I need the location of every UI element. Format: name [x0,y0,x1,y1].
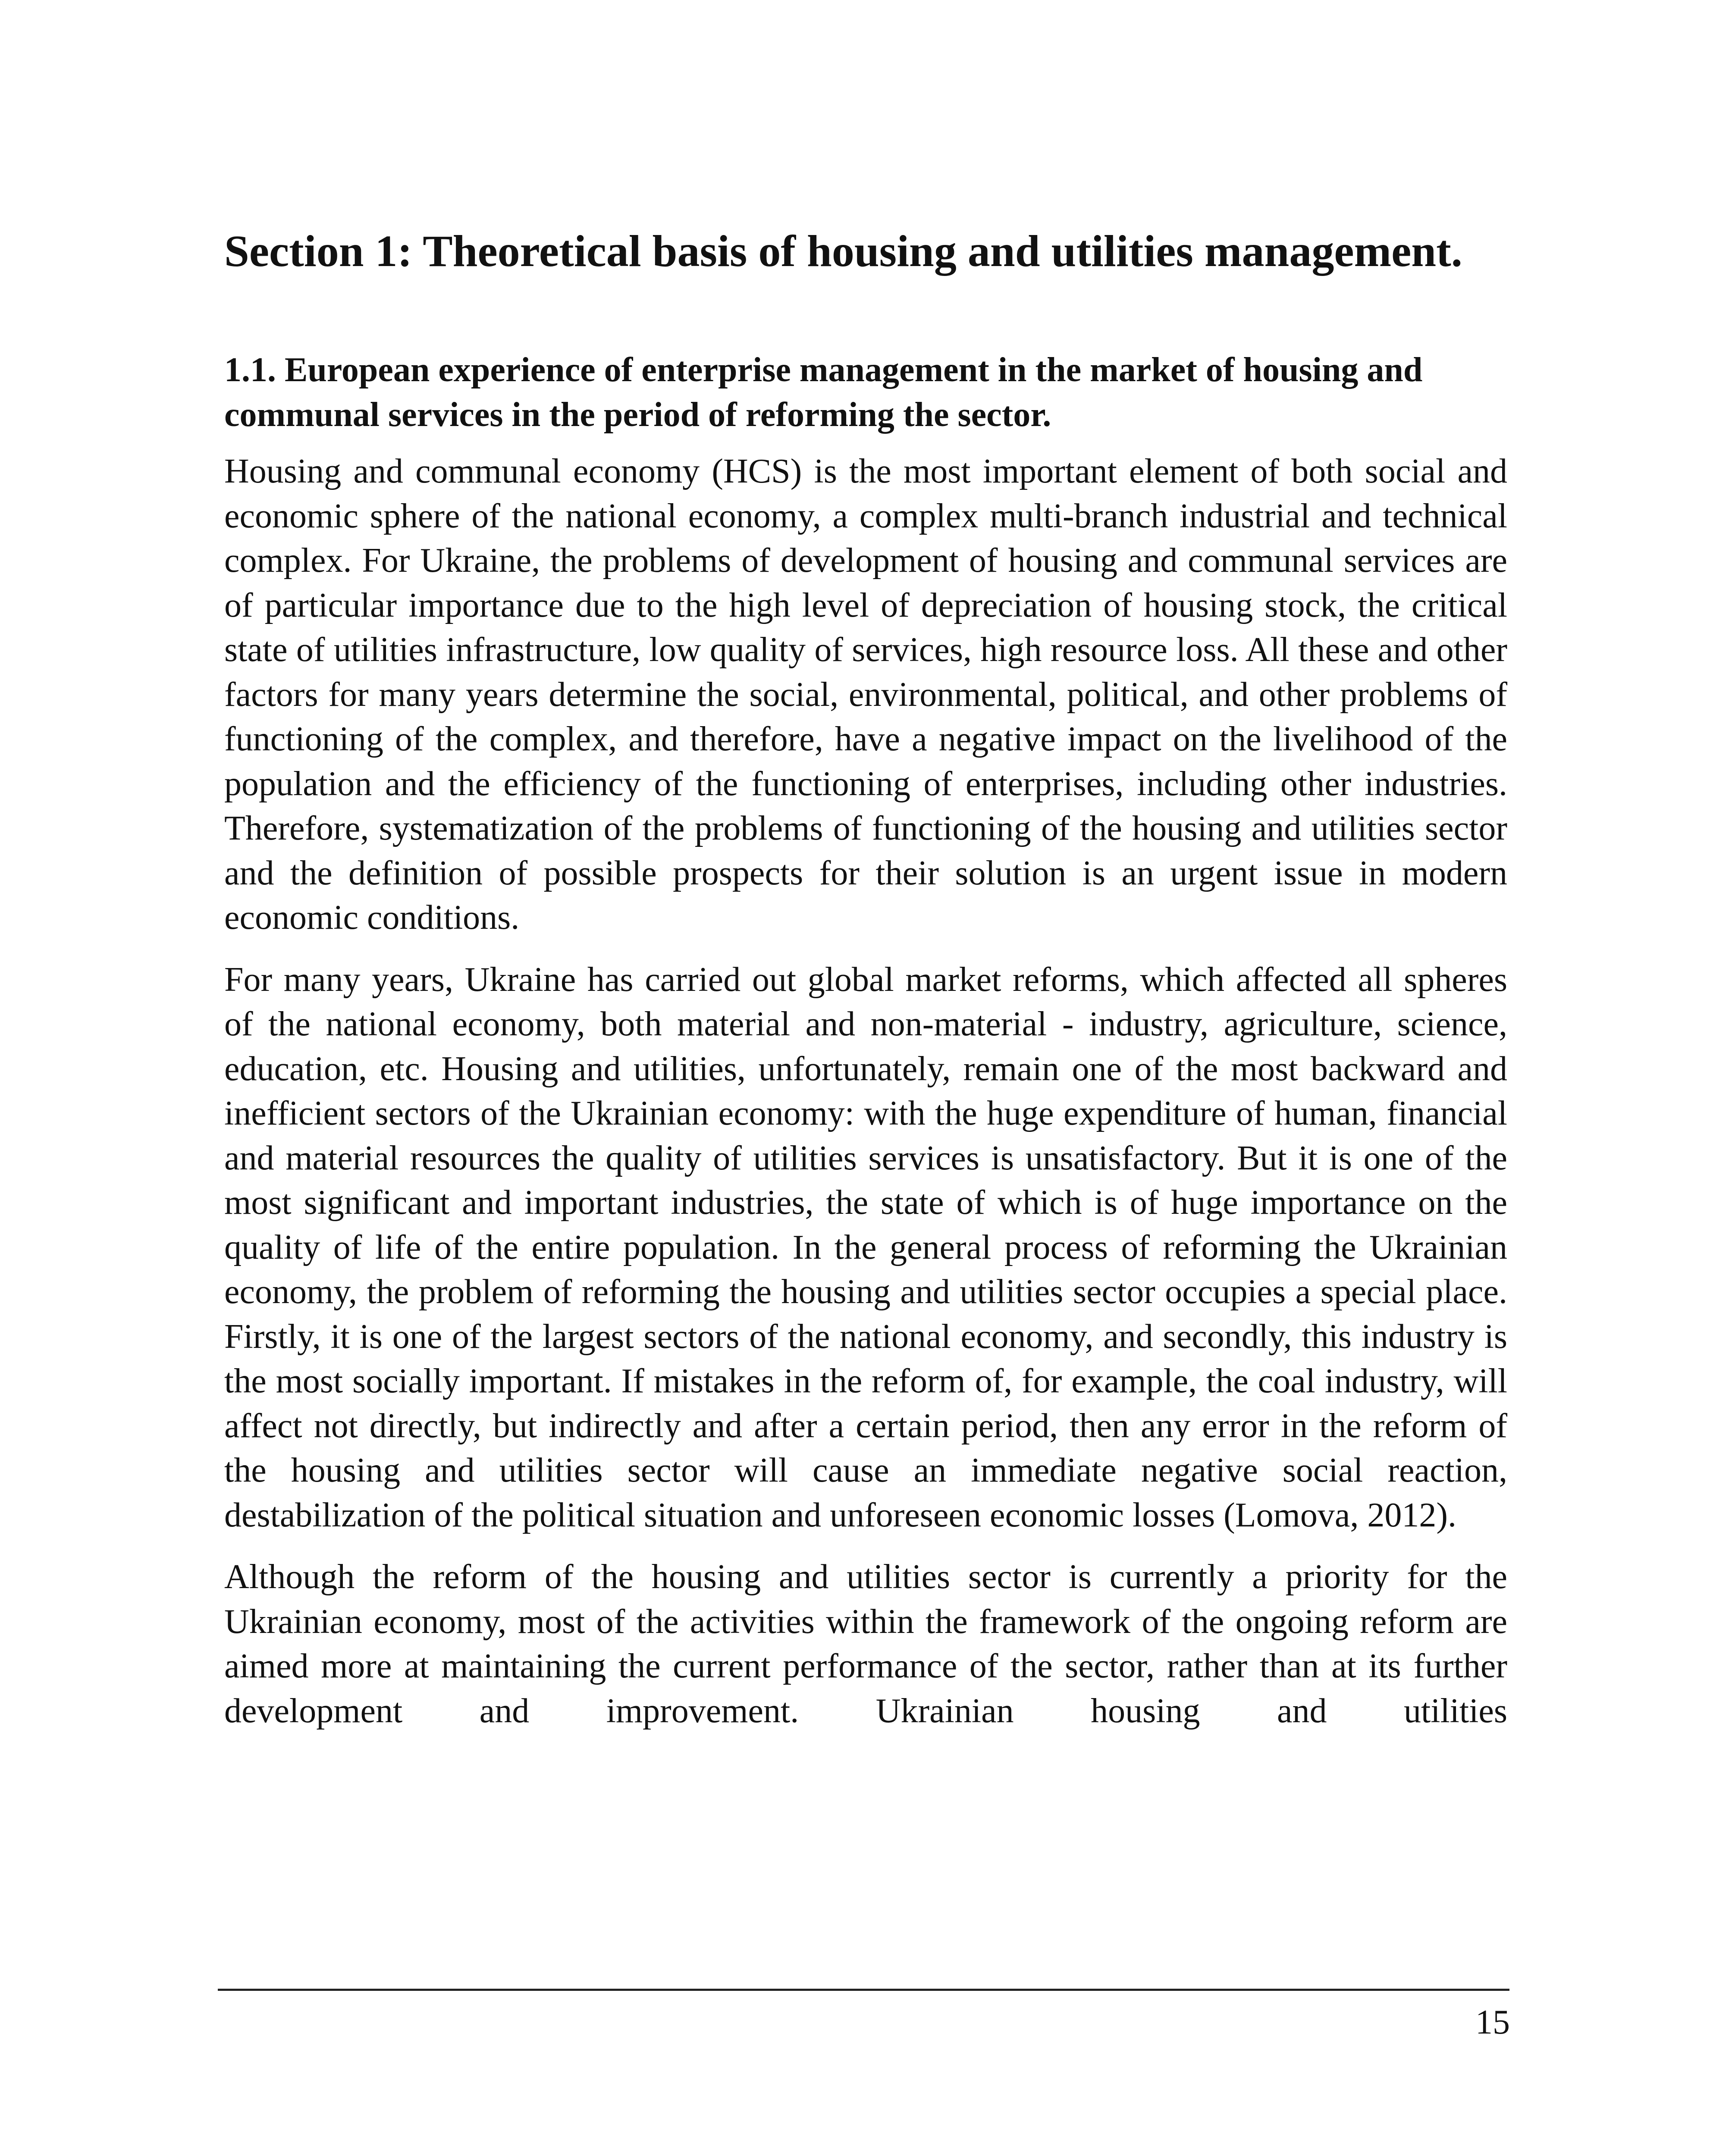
section-title: Section 1: Theoretical basis of housing and utilities management. [224,226,1462,276]
body-paragraph: Housing and communal economy (HCS) is the most important element of both social and economic sphere of the national economy, a complex multi-branch industrial and technical complex. For Ukraine, the problems of development of housing and communal services are of particular importance due to the high level of depreciation of housing stock, the critical state of utilities infrastructure, low quality of services, high resource loss. All these and other factors for many years determine the social, environmental, political, and other problems of functioning of the complex, and therefore, have a negative impact on the livelihood of the population and the efficiency of the functioning of enterprises, including other industries. Therefore, systematization of the problems of functioning of the housing and utilities sector and the definition of possible prospects for their solution is an urgent issue in modern economic conditions. [224,452,1507,937]
body-paragraph: Although the reform of the housing and utilities sector is currently a priority for the Ukrainian economy, most of the activities within the framework of the ongoing reform are aimed more at maintaining the current performance of the sector, rather than at its further development and improvement. Ukrainian housing and utilities [224,1558,1507,1730]
page-content [224,220,1507,1733]
subsection-title: 1.1. European experience of enterprise management in the market of housing and communal services in the period of reforming the sector. [224,351,1423,434]
footer-divider [218,1989,1509,1991]
page-number: 15 [1475,2003,1510,2041]
body-paragraph: For many years, Ukraine has carried out global market reforms, which affected all spheres of the national economy, both material and non-material - industry, agriculture, science, education, etc. Housing and utilities, unfortunately, remain one of the most backward and inefficient sectors of the Ukrainian economy: with the huge expenditure of human, financial and material resources the quality of utilities services is unsatisfactory. But it is one of the most significant and important industries, the state of which is of huge importance on the quality of life of the entire population. In the general process of reforming the Ukrainian economy, the problem of reforming the housing and utilities sector occupies a special place. Firstly, it is one of the largest sectors of the national economy, and secondly, this industry is the most socially important. If mistakes in the reform of, for example, the coal industry, will affect not directly, but indirectly and after a certain period, then any error in the reform of the housing and utilities sector will cause an immediate negative social reaction, destabilization of the political situation and unforeseen economic losses (Lomova, 2012). [224,960,1507,1534]
